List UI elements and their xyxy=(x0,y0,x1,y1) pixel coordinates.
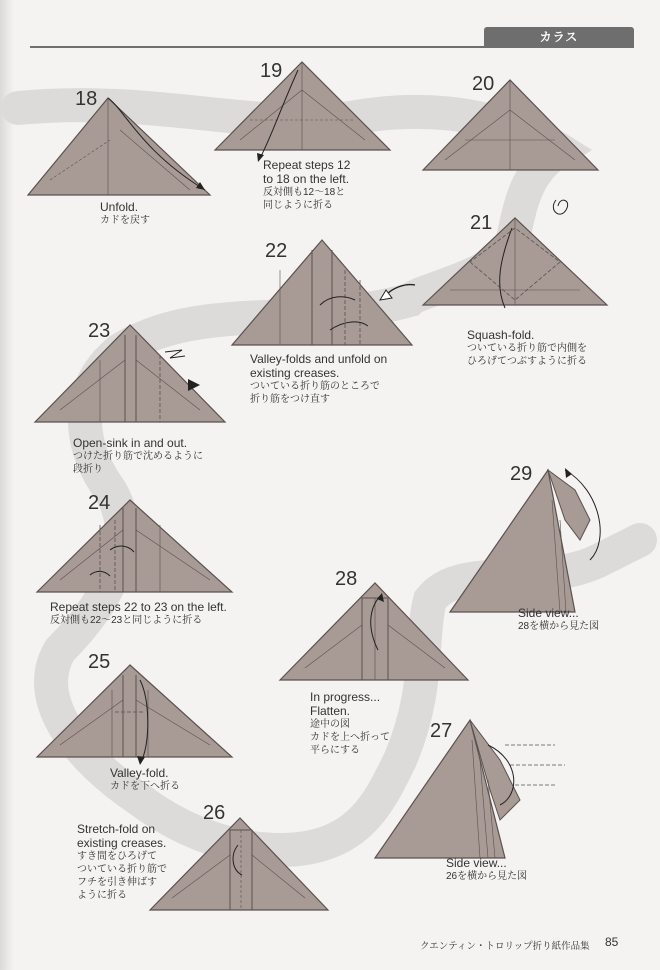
book-title: クエンティン・トロリップ折り紙作品集 xyxy=(420,941,590,952)
header-rule xyxy=(30,46,634,48)
step-29-diagram xyxy=(450,468,600,612)
step-24-caption: Repeat steps 22 to 23 on the left. 反対側も22～23と同じように折る xyxy=(50,600,227,626)
step-24-diagram xyxy=(37,500,232,592)
step-29-number: 29 xyxy=(510,463,533,485)
step-27-caption: Side view... 26を横から見た図 xyxy=(446,856,528,882)
step-22-caption: Valley-folds and unfold on existing creases. ついている折り筋のところで 折り筋をつけ直す xyxy=(250,352,388,405)
step-27-number: 27 xyxy=(430,720,453,742)
step-20-number: 20 xyxy=(472,73,495,95)
step-25-caption: Valley-fold. カドを下へ折る xyxy=(110,766,180,792)
step-18-number: 18 xyxy=(75,88,98,110)
section-tab: カラス xyxy=(484,27,634,47)
page-number: 85 xyxy=(605,935,619,949)
step-28-caption: In progress... Flatten. 途中の図 カドを上へ折って 平らにする xyxy=(310,690,390,756)
step-26-caption: Stretch-fold on existing creases. すき間をひろげて ついている折り筋で フチを引き伸ばす ように折る xyxy=(77,822,167,901)
step-23-caption: Open-sink in and out. つけた折り筋で沈めるように 段折り xyxy=(73,436,203,475)
step-18-caption: Unfold. カドを戻す xyxy=(100,200,150,226)
step-24-number: 24 xyxy=(88,492,111,514)
step-19-caption: Repeat steps 12 to 18 on the left. 反対側も12～18と 同じように折る xyxy=(263,158,351,211)
step-22-number: 22 xyxy=(265,240,288,262)
step-21-diagram xyxy=(423,218,607,308)
step-26-number: 26 xyxy=(203,802,226,824)
step-23-number: 23 xyxy=(88,320,111,342)
step-19-number: 19 xyxy=(260,60,283,82)
step-21-number: 21 xyxy=(470,212,493,234)
turn-over-arrow xyxy=(553,200,567,214)
step-28-number: 28 xyxy=(335,568,358,590)
step-25-number: 25 xyxy=(88,651,111,673)
step-21-caption: Squash-fold. ついている折り筋で内側を ひろげてつぶすように折る xyxy=(467,328,587,367)
step-29-caption: Side view... 28を横から見た図 xyxy=(518,606,600,632)
